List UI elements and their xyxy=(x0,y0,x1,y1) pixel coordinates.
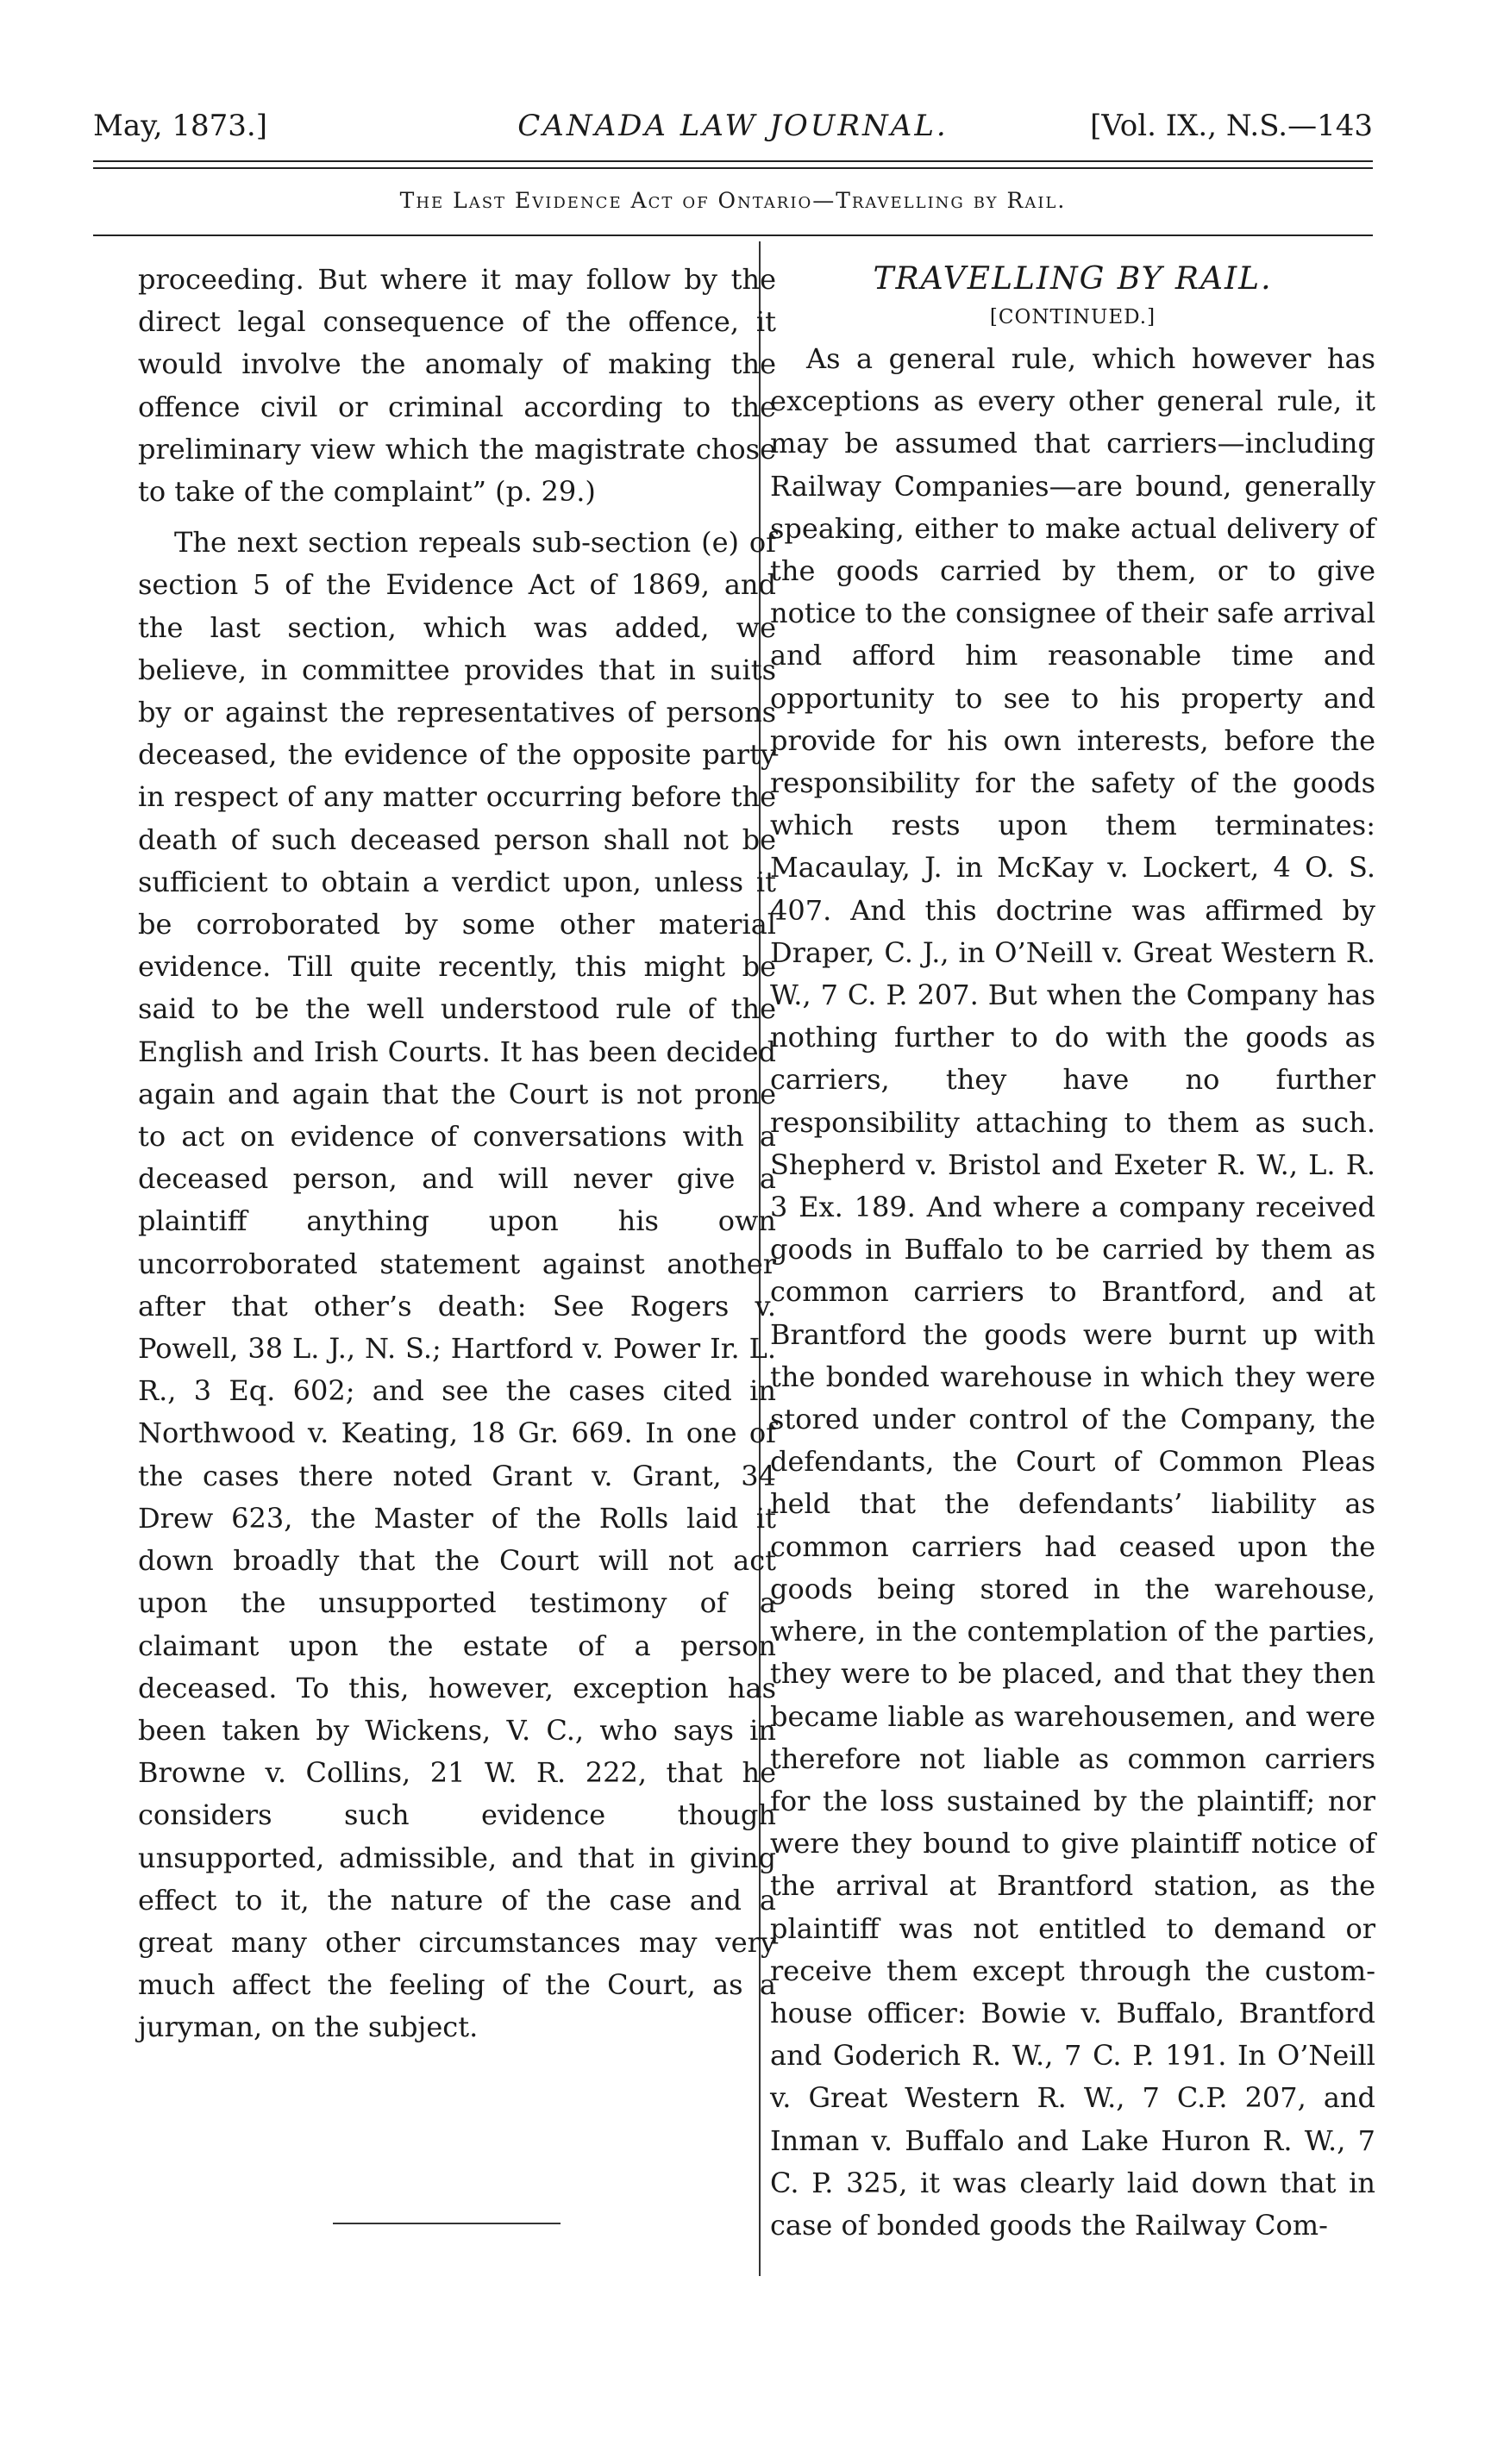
header-rule-top xyxy=(93,160,1373,162)
header-rule-bottom xyxy=(93,167,1373,169)
page-subheading: The Last Evidence Act of Ontario—Travelling by Rail. xyxy=(399,188,1067,213)
issue-date: May, 1873.] xyxy=(93,109,267,143)
running-header xyxy=(93,100,1373,152)
left-paragraph-1: proceeding. But where it may follow by the direct legal consequence of the offence, it would involve the anomaly of making the offence civil or criminal according to the preliminary view which the magistrate chose to take of the complaint” (p. 29.) xyxy=(138,263,776,509)
right-paragraph-1: As a general rule, which however has exceptions as every other general rule, it may be assumed that carriers—including Railway Companies—are bound, generally speaking, either to make actual delivery of the goods carried by them, or to give notice to the consignee of their safe arrival and afford him reasonable time and opportunity to see to his property and provide for his own interests, before the responsibility for the safety of the goods which rests upon them terminates: Macaulay, J. in McKay v. Lockert, 4 O. S. 407. And this doctrine was affirmed by Draper, C. J., in O’Neill v. Great Western R. W., 7 C. P. 207. But when the Company has nothing further to do with the goods as carriers, they have no further responsibility attaching to them as such. Shepherd v. Bristol and Exeter R. W., L. R. 3 Ex. 189. And where a company received goods in Buffalo to be carried by them as common carriers to Brantford, and at Brantford the goods were burnt up with the bonded warehouse in which they were stored under control of the Company, the defendants, the Court of Common Pleas held that the defendants’ liability as common carriers had ceased upon the goods being stored in the warehouse, where, in the contemplation of the parties, they were to be placed, and that they then became liable as warehousemen, and were therefore not liable as common carriers for the loss sustained by the plaintiff; nor were they bound to give plaintiff notice of the arrival at Brantford station, as the plaintiff was not entitled to demand or receive them except through the custom-house officer: Bowie v. Buffalo, Brantford and Goderich R. W., 7 C. P. 191. In O’Neill v. Great Western R. W., 7 C.P. 207, and Inman v. Buffalo and Lake Huron R. W., 7 C. P. 325, it was clearly laid down that in case of bonded goods the Railway Com- xyxy=(770,342,1375,2242)
left-paragraph-2: The next section repeals sub-section (e) of section 5 of the Evidence Act of 1869, and the last section, which was added, we believe, in committee provides that in suits by or against the representatives of persons deceased, the evidence of the opposite party in respect of any matter occurring before the death of such deceased person shall not be sufficient to obtain a verdict upon, unless it be corroborated by some other material evidence. Till quite recently, this might be said to be the well understood rule of the English and Irish Courts. It has been decided again and again that the Court is not prone to act on evidence of conversations with a deceased person, and will never give a plaintiff anything upon his own uncorroborated statement against another after that other’s death: See Rogers v. Powell, 38 L. J., N. S.; Hartford v. Power Ir. L. R., 3 Eq. 602; and see the cases cited in Northwood v. Keating, 18 Gr. 669. In one of the cases there noted Grant v. Grant, 34 Drew 623, the Master of the Rolls laid it down broadly that the Court will not act upon the unsupported testimony of a claimant upon the estate of a person deceased. To this, however, exception has been taken by Wickens, V. C., who says in Browne v. Collins, 21 W. R. 222, that he considers such evidence though unsupported, admissible, and that in giving effect to it, the nature of the case and a great many other circumstances may very much affect the feeling of the Court, as a juryman, on the subject. xyxy=(138,526,776,2044)
subheading-rule xyxy=(93,235,1373,236)
journal-title: CANADA LAW JOURNAL. xyxy=(517,109,949,143)
section-end-rule xyxy=(333,2223,561,2224)
volume-page: [Vol. IX., N.S.—143 xyxy=(1090,109,1373,143)
article-title: TRAVELLING BY RAIL. xyxy=(873,261,1273,297)
continued-note: [CONTINUED.] xyxy=(989,306,1156,328)
right-column xyxy=(770,259,1375,2247)
left-column xyxy=(138,259,776,2049)
